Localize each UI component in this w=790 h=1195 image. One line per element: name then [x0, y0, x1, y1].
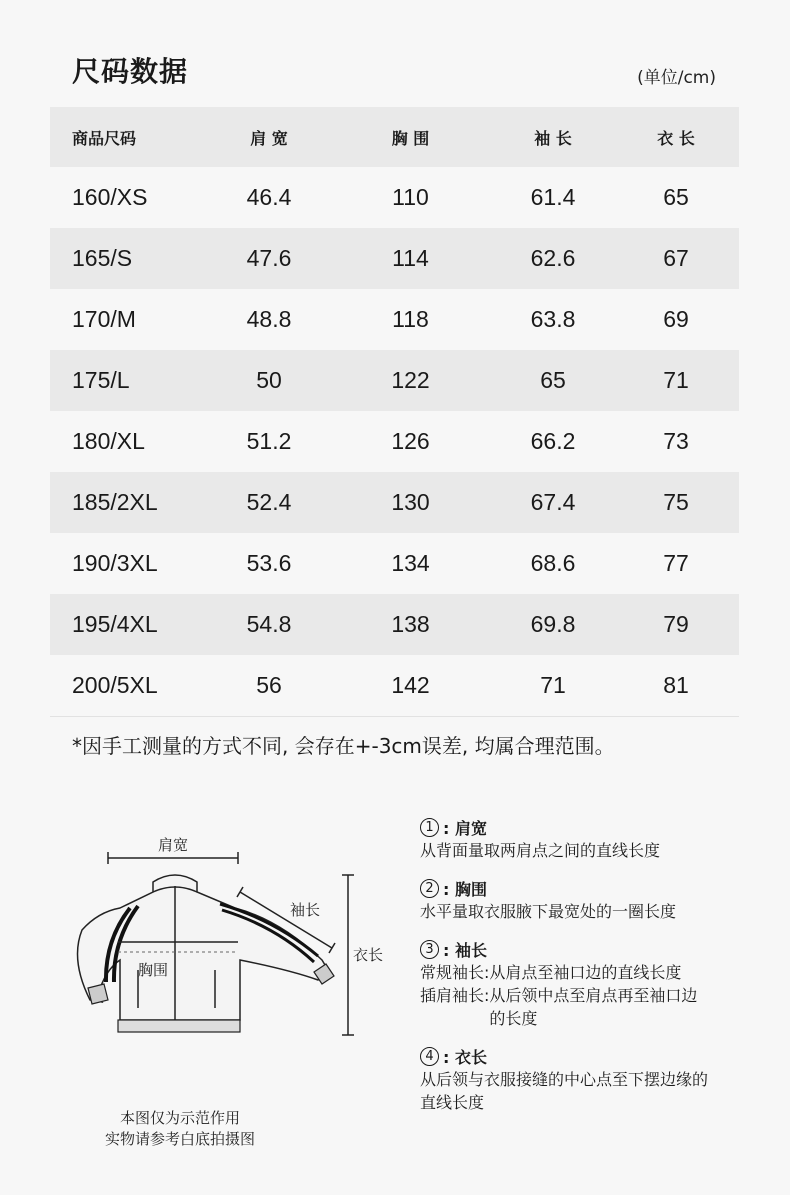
cell-chest: 142: [391, 672, 430, 698]
size-table: [50, 107, 739, 716]
cell-length: 77: [663, 550, 689, 576]
cell-length: 79: [663, 611, 689, 637]
cell-chest: 114: [392, 245, 429, 271]
measurement-note: *因手工测量的方式不同, 会存在+-3cm误差, 均属合理范围。: [72, 734, 615, 758]
shoulder-width-label: 肩宽: [158, 836, 189, 854]
jacket-illustration: [50, 820, 400, 1060]
table-row: [50, 350, 739, 411]
cell-size: 165/S: [72, 245, 133, 271]
cell-shoulder: 51.2: [246, 428, 292, 454]
cell-chest: 138: [391, 611, 430, 637]
cell-chest: 126: [391, 428, 430, 454]
caption-line-1: 本图仅为示范作用: [119, 1109, 240, 1127]
header-size: 商品尺码: [72, 128, 137, 148]
definition-title: : 胸围: [443, 879, 487, 899]
divider: [50, 716, 739, 717]
definition-line-label: 常规袖长:: [420, 963, 490, 982]
cell-shoulder: 47.6: [246, 245, 292, 271]
cell-sleeve: 71: [540, 672, 566, 698]
definition-sleeve: [420, 937, 750, 1030]
cell-length: 65: [663, 184, 689, 210]
table-row: [50, 655, 739, 716]
cell-size: 195/4XL: [72, 611, 158, 637]
header-length: 衣 长: [657, 128, 695, 148]
table-row: [50, 594, 739, 655]
number-2-icon: 2: [420, 879, 439, 898]
definition-line-label: 插肩袖长:: [420, 986, 490, 1005]
definition-line-text: 从后领中点至肩点再至袖口边的长度: [489, 986, 698, 1028]
page-title: 尺码数据: [72, 55, 189, 88]
cell-length: 73: [663, 428, 689, 454]
cell-length: 71: [663, 367, 689, 393]
definition-text: 从背面量取两肩点之间的直线长度: [420, 841, 661, 860]
table-row: [50, 472, 739, 533]
cell-shoulder: 52.4: [246, 489, 292, 515]
sleeve-length-label: 袖长: [290, 901, 321, 919]
cell-shoulder: 46.4: [246, 184, 292, 210]
cell-size: 185/2XL: [72, 489, 158, 515]
cell-size: 170/M: [72, 306, 136, 332]
cell-shoulder: 53.6: [246, 550, 292, 576]
header-chest: 胸 围: [391, 128, 430, 148]
cell-sleeve: 62.6: [530, 245, 576, 271]
cell-sleeve: 66.2: [530, 428, 576, 454]
header-shoulder: 肩 宽: [250, 128, 288, 148]
cell-chest: 110: [392, 184, 429, 210]
definition-length: [420, 1044, 750, 1114]
cell-sleeve: 68.6: [530, 550, 576, 576]
cell-size: 190/3XL: [72, 550, 158, 576]
cell-sleeve: 63.8: [530, 306, 576, 332]
table-row: [50, 228, 739, 289]
cell-length: 75: [663, 489, 689, 515]
cell-chest: 134: [391, 550, 430, 576]
cell-size: 180/XL: [72, 428, 145, 454]
jacket-diagram: [50, 820, 400, 1060]
cell-sleeve: 65: [540, 367, 566, 393]
definition-title: : 衣长: [443, 1047, 487, 1067]
table-row: [50, 289, 739, 350]
diagram-caption: [95, 1108, 265, 1150]
definition-line: [420, 961, 750, 984]
definition-title: : 袖长: [443, 940, 487, 960]
definition-title: : 肩宽: [443, 818, 487, 838]
body-length-label: 衣长: [353, 946, 384, 964]
measurement-definitions: [420, 815, 750, 1128]
cell-chest: 130: [391, 489, 430, 515]
number-1-icon: 1: [420, 818, 439, 837]
chest-label: 胸围: [138, 961, 169, 979]
definition-text: 水平量取衣服腋下最宽处的一圈长度: [420, 902, 677, 921]
cell-shoulder: 48.8: [246, 306, 292, 332]
cell-size: 160/XS: [72, 184, 148, 210]
cell-sleeve: 61.4: [530, 184, 576, 210]
cell-shoulder: 50: [256, 367, 282, 393]
table-header-row: [50, 107, 739, 167]
definition-line: [420, 984, 750, 1030]
cell-chest: 118: [392, 306, 429, 332]
number-4-icon: 4: [420, 1047, 439, 1066]
cell-size: 175/L: [72, 367, 130, 393]
unit-label: (单位/cm): [637, 68, 716, 88]
table-row: [50, 533, 739, 594]
table-row: [50, 411, 739, 472]
cell-shoulder: 54.8: [246, 611, 292, 637]
cell-size: 200/5XL: [72, 672, 158, 698]
table-row: [50, 167, 739, 228]
cell-chest: 122: [391, 367, 430, 393]
caption-line-2: 实物请参考白底拍摄图: [104, 1130, 255, 1148]
number-3-icon: 3: [420, 940, 439, 959]
cell-length: 81: [663, 672, 689, 698]
header-sleeve: 袖 长: [534, 128, 572, 148]
cell-length: 67: [663, 245, 689, 271]
definition-line-text: 从肩点至袖口边的直线长度: [489, 963, 682, 982]
definition-chest: [420, 876, 750, 923]
cell-sleeve: 69.8: [530, 611, 576, 637]
cell-length: 69: [663, 306, 689, 332]
definition-shoulder: [420, 815, 750, 862]
definition-text: 从后领与衣服接缝的中心点至下摆边缘的直线长度: [420, 1070, 709, 1112]
cell-shoulder: 56: [256, 672, 282, 698]
cell-sleeve: 67.4: [530, 489, 576, 515]
